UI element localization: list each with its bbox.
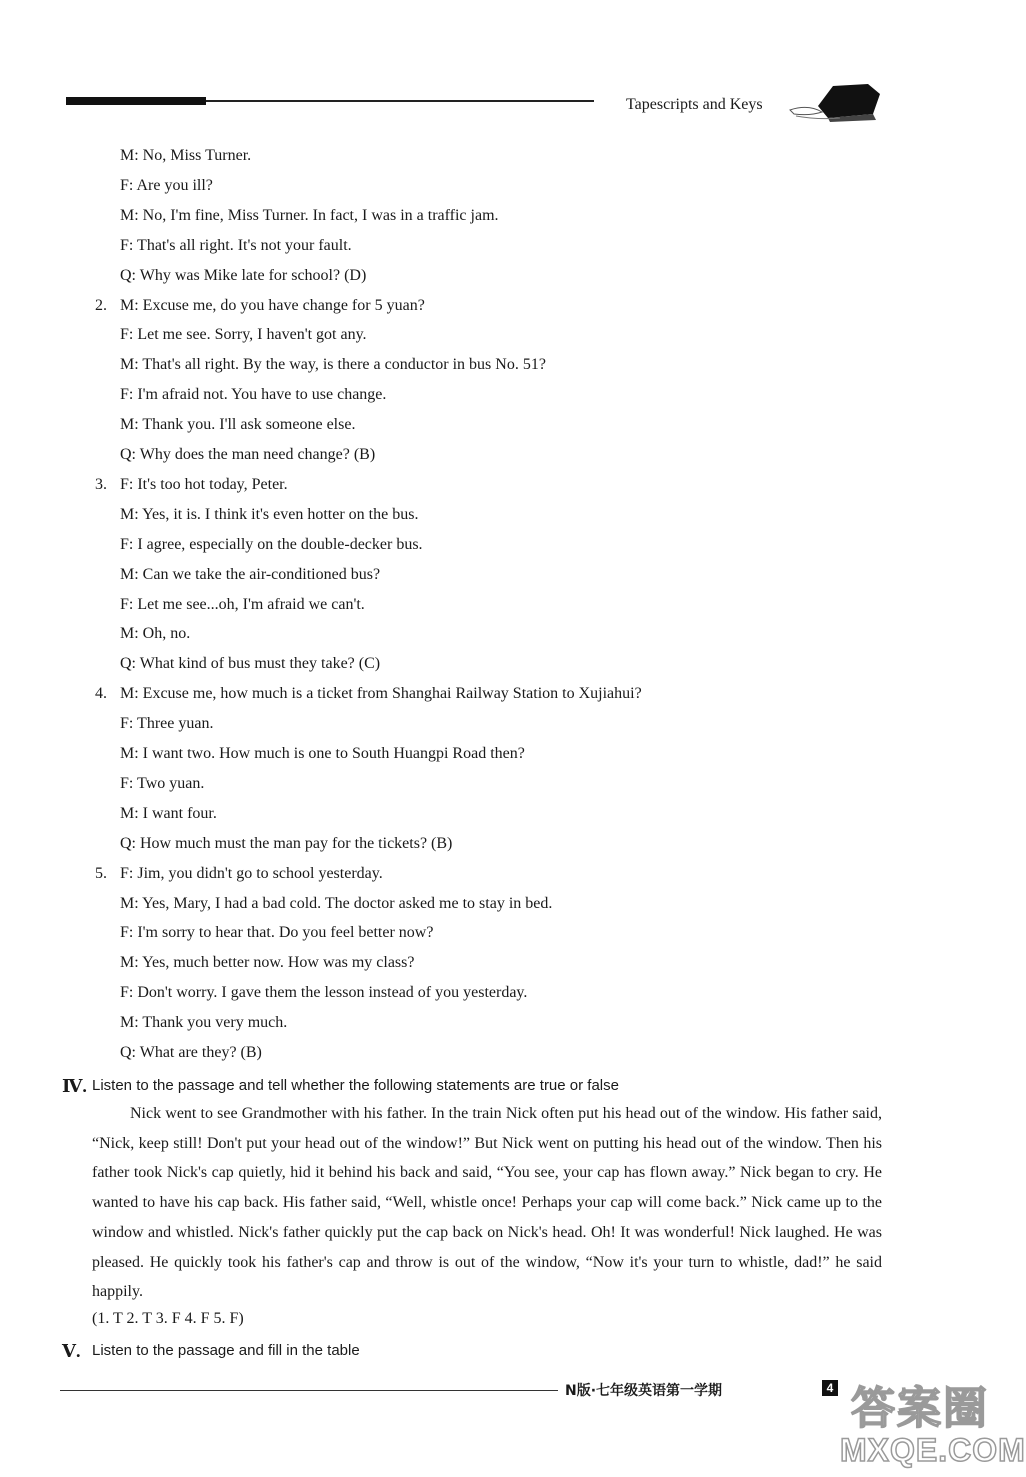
dialogue-line: F: I'm sorry to hear that. Do you feel better now? (120, 924, 434, 942)
dialogue-line: M: No, I'm fine, Miss Turner. In fact, I was in a traffic jam. (120, 206, 499, 224)
watermark-logo (840, 1372, 1026, 1477)
dialogue-line: M: Yes, Mary, I had a bad cold. The doctor asked me to stay in bed. (120, 894, 553, 912)
item-number: 4. (95, 685, 107, 703)
dialogue-line: M: No, Miss Turner. (120, 147, 252, 164)
section-4-heading: Listen to the passage and tell whether the following statements are true or false (92, 1077, 619, 1094)
dialogue-line: Q: What kind of bus must they take? (C) (120, 655, 381, 673)
dialogue-line: M: Can we take the air-conditioned bus? (120, 565, 381, 583)
dialogue-line: M: Excuse me, how much is a ticket from Shanghai Railway Station to Xujiahui? (120, 685, 642, 703)
dialogue-line: M: Yes, much better now. How was my class? (120, 954, 415, 972)
dialogue-line: F: That's all right. It's not your fault. (120, 236, 352, 254)
header-rule-thin (206, 100, 594, 102)
dialogue-line: M: Oh, no. (120, 625, 191, 643)
footer-book-title: N版·七年级英语第一学期 (565, 1383, 723, 1399)
header-title: Tapescripts and Keys (626, 96, 763, 113)
dialogue-line: M: Excuse me, do you have change for 5 yuan? (120, 296, 425, 314)
section-4-passage: Nick went to see Grandmother with his father. In the train Nick often put his head out of the window. His father said, “Nick, keep still! Don't put your head out of the window!” But Nick went on putting his head out of the window. Then his father took Nick's cap quietly, hid it behind his back and said, “You see, your cap has flown away.” Nick began to cry. He wanted to have his cap back. His father said, “Well, whistle once! Perhaps your cap will come back.” Nick came up to the window and whistled. Nick's father quickly put the cap back on Nick's head. Oh! It was wonderful! Nick laughed. He was pleased. He quickly took his father's cap and throw is out of the window, “Now it's your turn to whistle, dad!” he said happily. (92, 1105, 882, 1301)
page-number: 4 (822, 1380, 838, 1396)
dialogue-line: M: I want two. How much is one to South Huangpi Road then? (120, 745, 525, 762)
footer-rule (60, 1390, 558, 1391)
item-number: 3. (95, 475, 107, 493)
dialogue-line: M: Thank you. I'll ask someone else. (120, 416, 356, 434)
section-5-heading: Listen to the passage and fill in the table (92, 1342, 360, 1359)
dialogue-line: Q: What are they? (B) (120, 1044, 262, 1061)
book-stack-icon (788, 76, 888, 126)
section-5-numeral: Ⅴ. (62, 1341, 81, 1361)
dialogue-line: M: Thank you very much. (120, 1014, 288, 1032)
dialogue-line: F: I agree, especially on the double-decker bus. (120, 535, 423, 553)
item-number: 5. (95, 864, 107, 882)
dialogue-line: Q: Why was Mike late for school? (D) (120, 266, 367, 284)
dialogue-line: F: It's too hot today, Peter. (120, 475, 288, 493)
dialogue-line: M: That's all right. By the way, is there a conductor in bus No. 51? (120, 356, 546, 374)
item-number: 2. (95, 296, 107, 314)
dialogue-line: F: Let me see. Sorry, I haven't got any. (120, 326, 367, 344)
dialogue-line: F: Jim, you didn't go to school yesterday. (120, 864, 383, 882)
section-4-numeral: Ⅳ. (62, 1076, 87, 1096)
header-rule-thick (66, 97, 206, 105)
dialogue-line: F: I'm afraid not. You have to use change. (120, 386, 387, 404)
dialogue-line: F: Two yuan. (120, 774, 205, 792)
dialogue-line: Q: Why does the man need change? (B) (120, 446, 376, 463)
dialogue-line: M: I want four. (120, 804, 217, 822)
watermark-line-1: 答案圈 (851, 1383, 989, 1434)
dialogue-line: F: Let me see...oh, I'm afraid we can't. (120, 595, 365, 613)
dialogue-line: Q: How much must the man pay for the tickets? (B) (120, 834, 453, 852)
dialogue-line: M: Yes, it is. I think it's even hotter on the bus. (120, 505, 419, 523)
dialogue-line: F: Three yuan. (120, 715, 214, 733)
watermark-line-2: MXQE.COM (840, 1432, 1026, 1468)
dialogue-line: F: Are you ill? (120, 176, 213, 194)
dialogue-line: F: Don't worry. I gave them the lesson instead of you yesterday. (120, 984, 528, 1002)
section-4-answer-keys: (1. T 2. T 3. F 4. F 5. F) (92, 1310, 244, 1327)
